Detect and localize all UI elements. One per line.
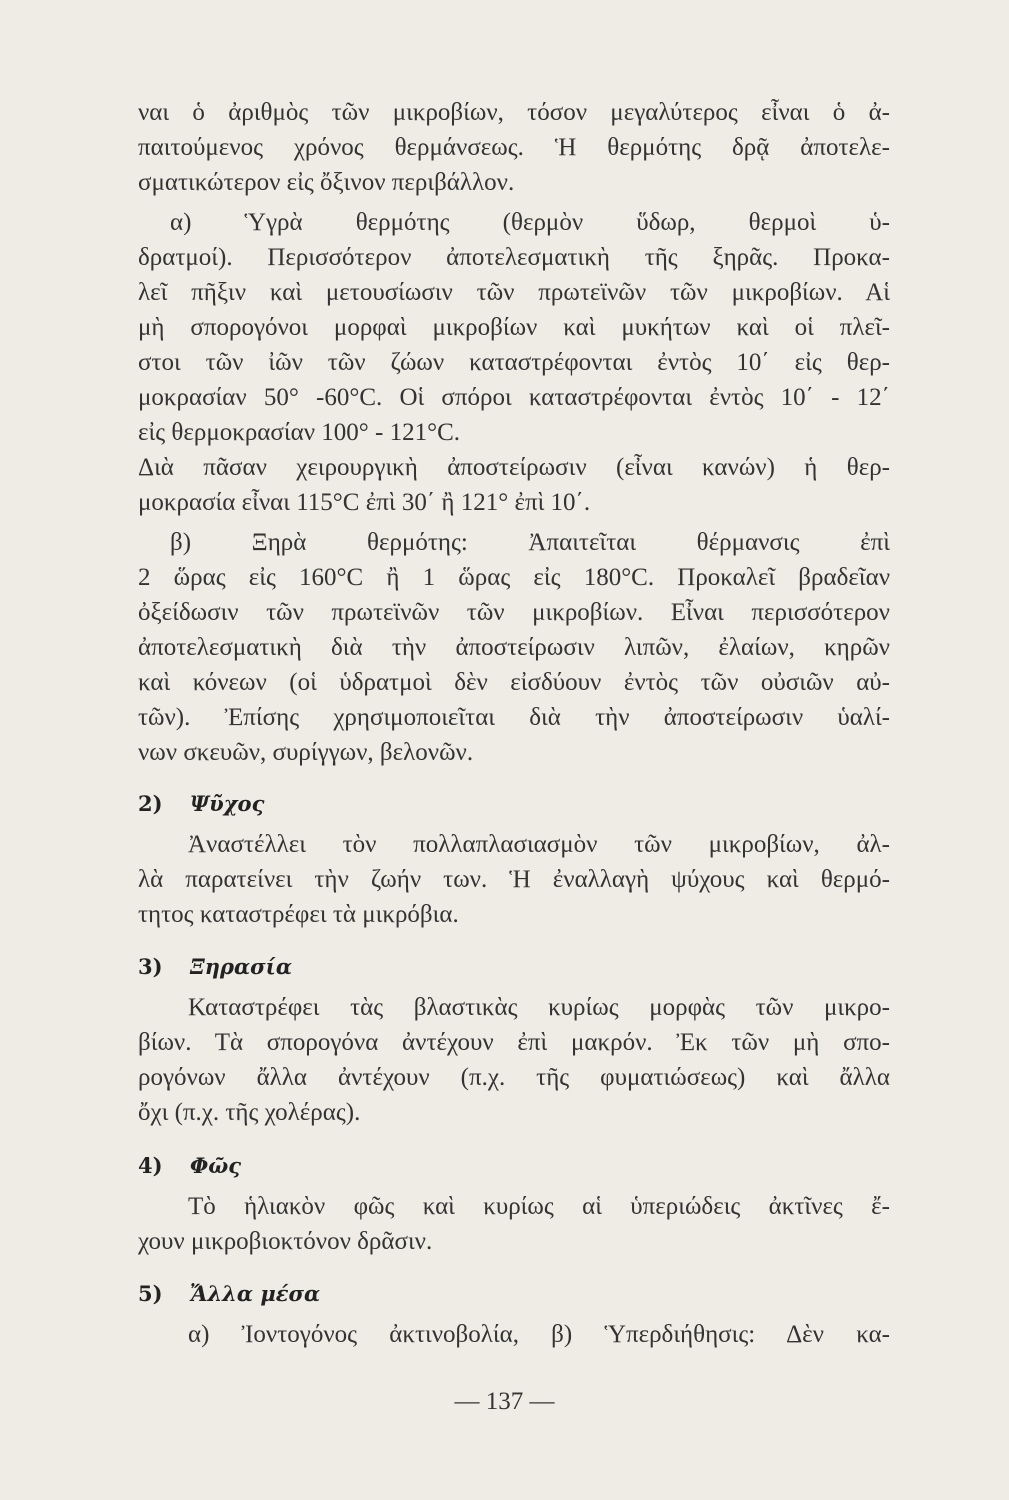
text-line: τητος καταστρέφει τὰ μικρόβια. xyxy=(138,901,459,928)
text-line: Τὸ ἡλιακὸν φῶς καὶ κυρίως αἱ ὑπεριώδεις ἀκτῖνες ἔ- xyxy=(188,1193,890,1220)
section-number: 5) xyxy=(138,1281,163,1306)
text-line: ὄχι (π.χ. τῆς χολέρας). xyxy=(138,1099,361,1126)
text-line: λεῖ πῆξιν καὶ μετουσίωσιν τῶν πρωτεϊνῶν τῶν μικροβίων. Αἱ xyxy=(138,279,890,306)
section-title: Ξηρασία xyxy=(190,954,292,979)
text-line: χουν μικροβιοκτόνον δρᾶσιν. xyxy=(138,1228,433,1255)
section-title: Φῶς xyxy=(190,1153,242,1178)
text-line: Καταστρέφει τὰς βλαστικὰς κυρίως μορφὰς τῶν μικρο- xyxy=(188,994,890,1021)
text-line: ἀποτελεσματικὴ διὰ τὴν ἀποστείρωσιν λιπῶν, ἐλαίων, κηρῶν xyxy=(138,634,890,661)
dry-heat-heading-line: β) Ξηρὰ θερμότης: Ἀπαιτεῖται θέρμανσις ἐπὶ xyxy=(170,529,890,556)
section-number: 2) xyxy=(138,791,163,816)
text-line: βίων. Τὰ σπορογόνα ἀντέχουν ἐπὶ μακρόν. Ἐκ τῶν μὴ σπο- xyxy=(138,1029,890,1056)
text-line: α) Ἰοντογόνος ἀκτινοβολία, β) Ὑπερδιήθησις: Δὲν κα- xyxy=(188,1321,890,1348)
text-line: ναι ὁ ἀριθμὸς τῶν μικροβίων, τόσον μεγαλύτερος εἶναι ὁ ἀ- xyxy=(138,99,890,126)
text-line: ρογόνων ἄλλα ἀντέχουν (π.χ. τῆς φυματιώσεως) καὶ ἄλλα xyxy=(138,1064,890,1091)
text-line: ὀξείδωσιν τῶν πρωτεϊνῶν τῶν μικροβίων. Εἶναι περισσότερον xyxy=(138,599,890,626)
text-line: δρατμοί). Περισσότερον ἀποτελεσματικὴ τῆς ξηρᾶς. Προκα- xyxy=(138,244,890,271)
text-line: μοκρασία εἶναι 115°C ἐπὶ 30΄ ἢ 121° ἐπὶ 10΄. xyxy=(138,489,591,516)
section-title: Ψῦχος xyxy=(190,791,265,816)
text-line: καὶ κόνεων (οἱ ὑδρατμοὶ δὲν εἰσδύουν ἐντὸς τῶν οὐσιῶν αὐ- xyxy=(138,669,890,696)
moist-heat-heading-line: α) Ὑγρὰ θερμότης (θερμὸν ὕδωρ, θερμοὶ ὑ- xyxy=(170,209,890,236)
text-line: εἰς θερμοκρασίαν 100° - 121°C. xyxy=(138,419,460,446)
text-line: νων σκευῶν, συρίγγων, βελονῶν. xyxy=(138,739,474,766)
text-line: τῶν). Ἐπίσης χρησιμοποιεῖται διὰ τὴν ἀποστείρωσιν ὑαλί- xyxy=(138,704,890,731)
text-line: Διὰ πᾶσαν χειρουργικὴ ἀποστείρωσιν (εἶναι κανών) ἡ θερ- xyxy=(138,454,890,481)
section-number: 4) xyxy=(138,1153,163,1178)
text-line: παιτούμενος χρόνος θερμάνσεως. Ἡ θερμότης δρᾷ ἀποτελε- xyxy=(138,134,890,161)
text-line: στοι τῶν ἰῶν τῶν ζώων καταστρέφονται ἐντὸς 10΄ εἰς θερ- xyxy=(138,349,890,376)
text-line: λὰ παρατείνει τὴν ζωήν των. Ἡ ἐναλλαγὴ ψύχους καὶ θερμό- xyxy=(138,866,890,893)
section-heading-other xyxy=(138,1280,320,1308)
section-heading-cold xyxy=(138,790,264,818)
text-line: Ἀναστέλλει τὸν πολλαπλασιασμὸν τῶν μικροβίων, ἀλ- xyxy=(188,831,890,858)
text-line: σματικώτερον εἰς ὄξινον περιβάλλον. xyxy=(138,169,515,196)
section-heading-dryness xyxy=(138,953,292,981)
text-line: μοκρασίαν 50° -60°C. Οἱ σπόροι καταστρέφονται ἐντὸς 10΄ - 12΄ xyxy=(138,384,890,411)
text-line: 2 ὥρας εἰς 160°C ἢ 1 ὥρας εἰς 180°C. Προκαλεῖ βραδεῖαν xyxy=(138,564,890,591)
page-number: — 137 — xyxy=(454,1388,555,1415)
section-title: Ἄλλα μέσα xyxy=(190,1281,321,1306)
text-line: μὴ σπορογόνοι μορφαὶ μικροβίων καὶ μυκήτων καὶ οἱ πλεῖ- xyxy=(138,314,890,341)
section-heading-light xyxy=(138,1152,241,1180)
section-number: 3) xyxy=(138,954,163,979)
